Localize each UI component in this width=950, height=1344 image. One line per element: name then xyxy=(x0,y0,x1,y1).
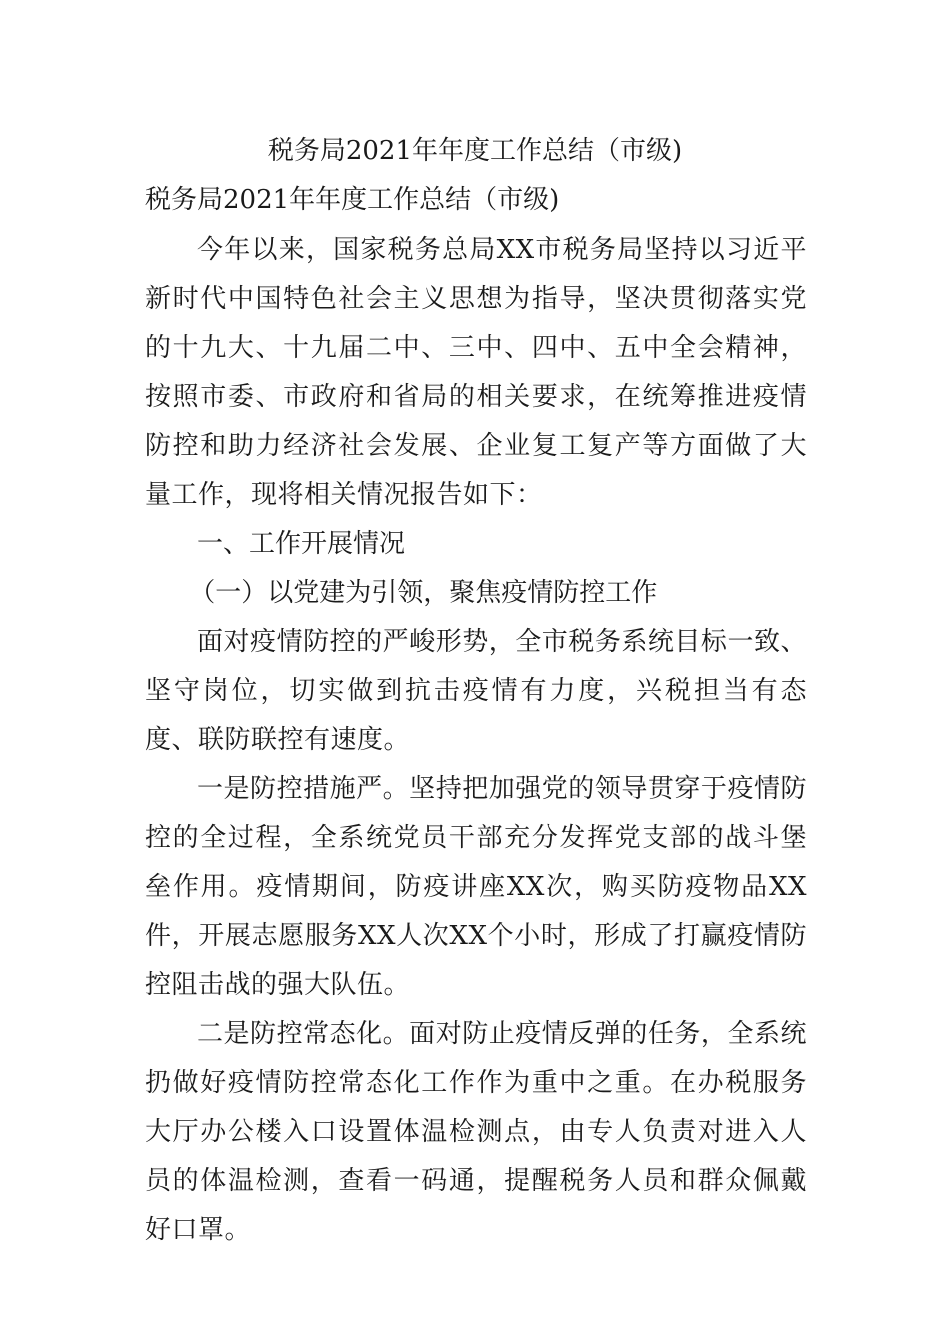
section-heading: 一、工作开展情况 xyxy=(197,529,406,559)
document-body xyxy=(145,226,807,1255)
point-one-paragraph: 一是防控措施严。坚持把加强党的领导贯穿于疫情防控的全过程，全系统党员干部充分发挥党支部的战斗堡垒作用。疫情期间，防疫讲座XX次，购买防疫物品XX件，开展志愿服务XX人次XX个小时，形成了打赢疫情防控阻击战的强大队伍。 xyxy=(145,774,807,1000)
subsection-intro-paragraph: 面对疫情防控的严峻形势，全市税务系统目标一致、坚守岗位，切实做到抗击疫情有力度，兴税担当有态度、联防联控有速度。 xyxy=(145,627,807,755)
subsection-heading: （一）以党建为引领，聚焦疫情防控工作 xyxy=(189,578,658,608)
point-two-paragraph: 二是防控常态化。面对防止疫情反弹的任务，全系统扔做好疫情防控常态化工作作为重中之重。在办税服务大厅办公楼入口设置体温检测点，由专人负责对进入人员的体温检测，查看一码通，提醒税务人员和群众佩戴好口罩。 xyxy=(145,1019,807,1245)
intro-paragraph: 今年以来，国家税务总局XX市税务局坚持以习近平新时代中国特色社会主义思想为指导，坚决贯彻落实党的十九大、十九届二中、三中、四中、五中全会精神，按照市委、市政府和省局的相关要求，在统筹推进疫情防控和助力经济社会发展、企业复工复产等方面做了大量工作，现将相关情况报告如下： xyxy=(145,235,807,510)
document-title: 税务局2021年年度工作总结（市级) xyxy=(267,136,683,166)
document-subtitle: 税务局2021年年度工作总结（市级) xyxy=(145,185,560,215)
